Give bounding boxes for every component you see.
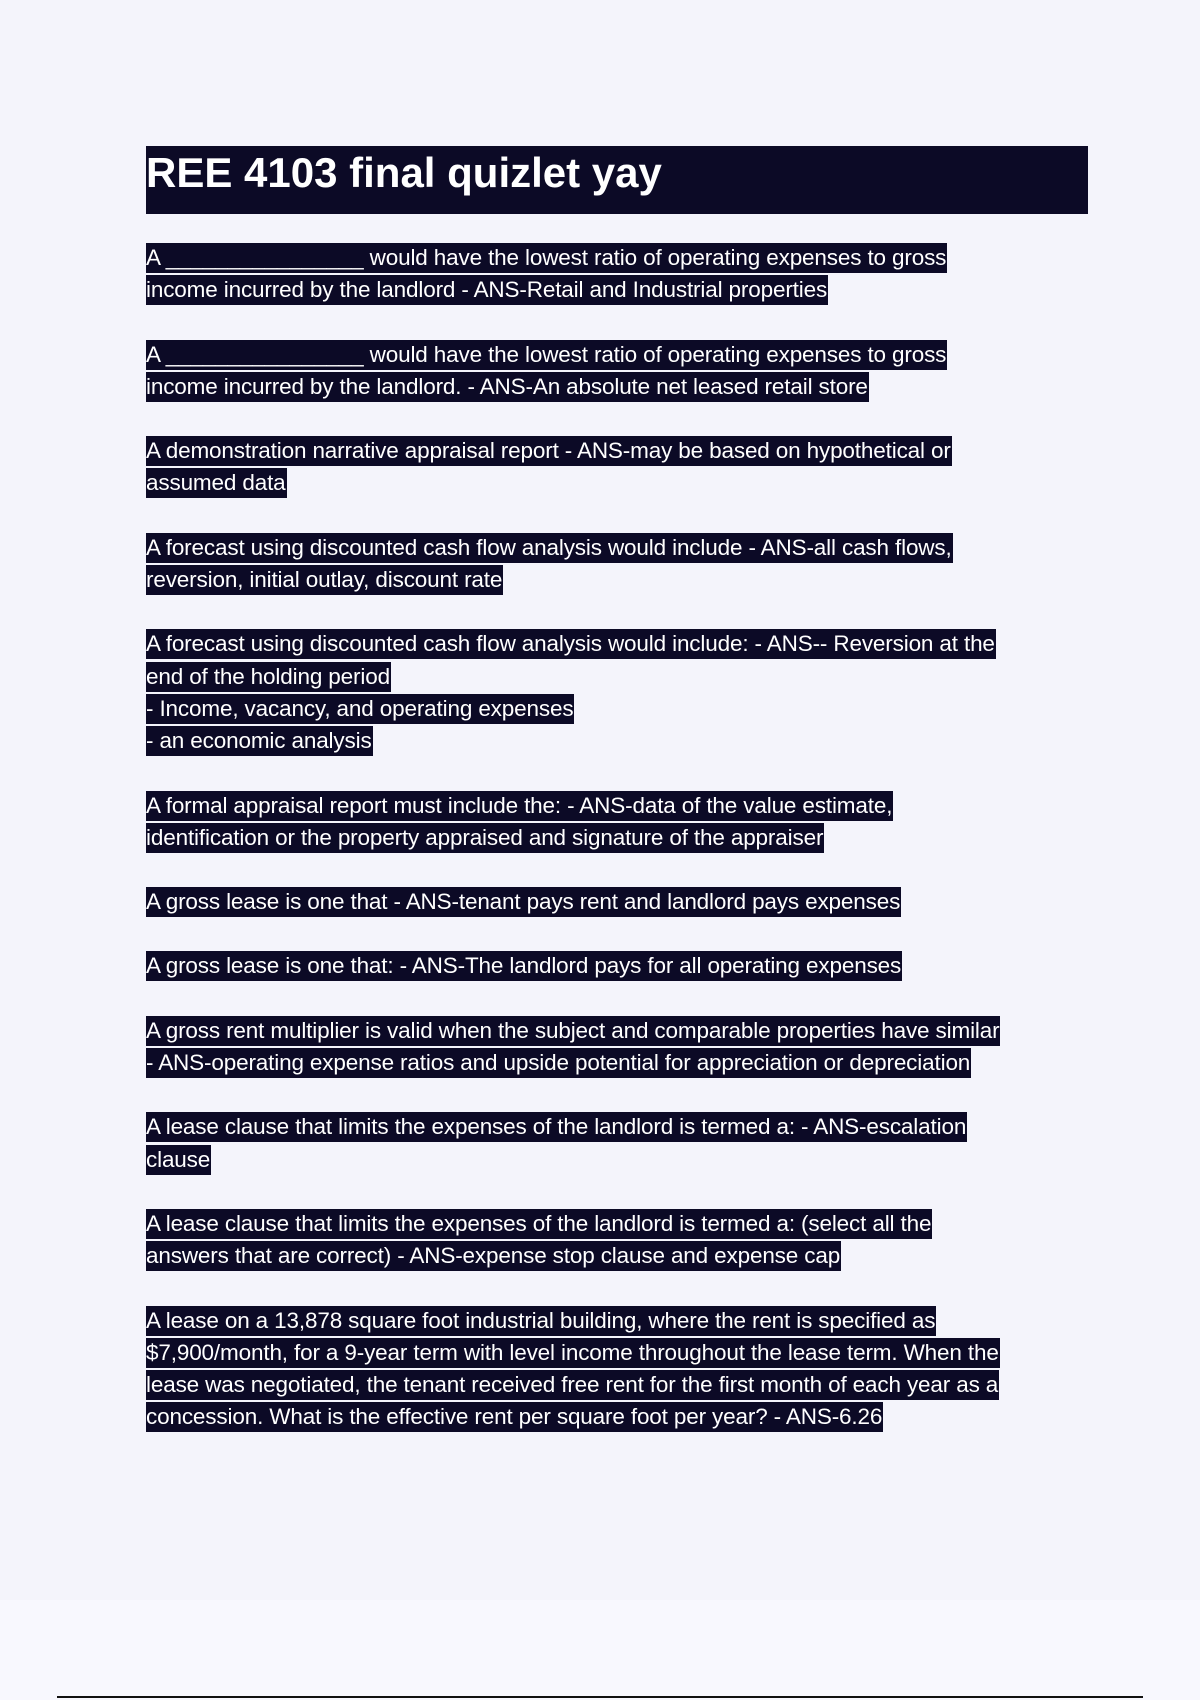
qa-item <box>146 1305 1146 1434</box>
qa-line: reversion, initial outlay, discount rate <box>146 565 503 595</box>
qa-item <box>146 628 1146 757</box>
qa-item <box>146 1208 1146 1273</box>
qa-line: - an economic analysis <box>146 726 373 756</box>
qa-item <box>146 242 1146 307</box>
document-title: REE 4103 final quizlet yay <box>146 149 662 196</box>
qa-item <box>146 1015 1146 1080</box>
qa-line: A formal appraisal report must include the: - ANS-data of the value estimate, <box>146 791 893 821</box>
qa-item <box>146 532 1146 597</box>
qa-line: - ANS-operating expense ratios and upside potential for appreciation or depreciation <box>146 1048 971 1078</box>
qa-line: - Income, vacancy, and operating expenses <box>146 694 574 724</box>
qa-line: assumed data <box>146 468 287 498</box>
qa-list <box>146 242 1146 1466</box>
qa-item <box>146 790 1146 855</box>
qa-line: A gross rent multiplier is valid when the subject and comparable properties have similar <box>146 1016 1000 1046</box>
qa-line: end of the holding period <box>146 662 391 692</box>
qa-line: A lease on a 13,878 square foot industrial building, where the rent is specified as <box>146 1306 936 1336</box>
qa-line: A demonstration narrative appraisal report - ANS-may be based on hypothetical or <box>146 436 952 466</box>
qa-line: A gross lease is one that - ANS-tenant pays rent and landlord pays expenses <box>146 887 901 917</box>
qa-item <box>146 339 1146 404</box>
qa-line: $7,900/month, for a 9-year term with level income throughout the lease term. When the <box>146 1338 1000 1368</box>
qa-item <box>146 435 1146 500</box>
qa-line: lease was negotiated, the tenant received free rent for the first month of each year as a <box>146 1370 999 1400</box>
qa-line: concession. What is the effective rent per square foot per year? - ANS-6.26 <box>146 1402 883 1432</box>
qa-line: A gross lease is one that: - ANS-The landlord pays for all operating expenses <box>146 951 902 981</box>
footer-rule <box>57 1696 1143 1698</box>
qa-item <box>146 950 1146 982</box>
qa-line: A ________________ would have the lowest ratio of operating expenses to gross <box>146 243 947 273</box>
title-bar <box>146 146 1088 214</box>
qa-line: answers that are correct) - ANS-expense stop clause and expense cap <box>146 1241 841 1271</box>
qa-line: income incurred by the landlord - ANS-Retail and Industrial properties <box>146 275 828 305</box>
qa-line: A forecast using discounted cash flow analysis would include: - ANS-- Reversion at the <box>146 629 996 659</box>
qa-item <box>146 1111 1146 1176</box>
qa-line: A lease clause that limits the expenses of the landlord is termed a: (select all the <box>146 1209 932 1239</box>
qa-line: identification or the property appraised and signature of the appraiser <box>146 823 824 853</box>
qa-item <box>146 886 1146 918</box>
qa-line: A ________________ would have the lowest ratio of operating expenses to gross <box>146 340 947 370</box>
qa-line: A lease clause that limits the expenses of the landlord is termed a: - ANS-escalation <box>146 1112 967 1142</box>
qa-line: clause <box>146 1145 211 1175</box>
qa-line: income incurred by the landlord. - ANS-An absolute net leased retail store <box>146 372 869 402</box>
qa-line: A forecast using discounted cash flow analysis would include - ANS-all cash flows, <box>146 533 953 563</box>
